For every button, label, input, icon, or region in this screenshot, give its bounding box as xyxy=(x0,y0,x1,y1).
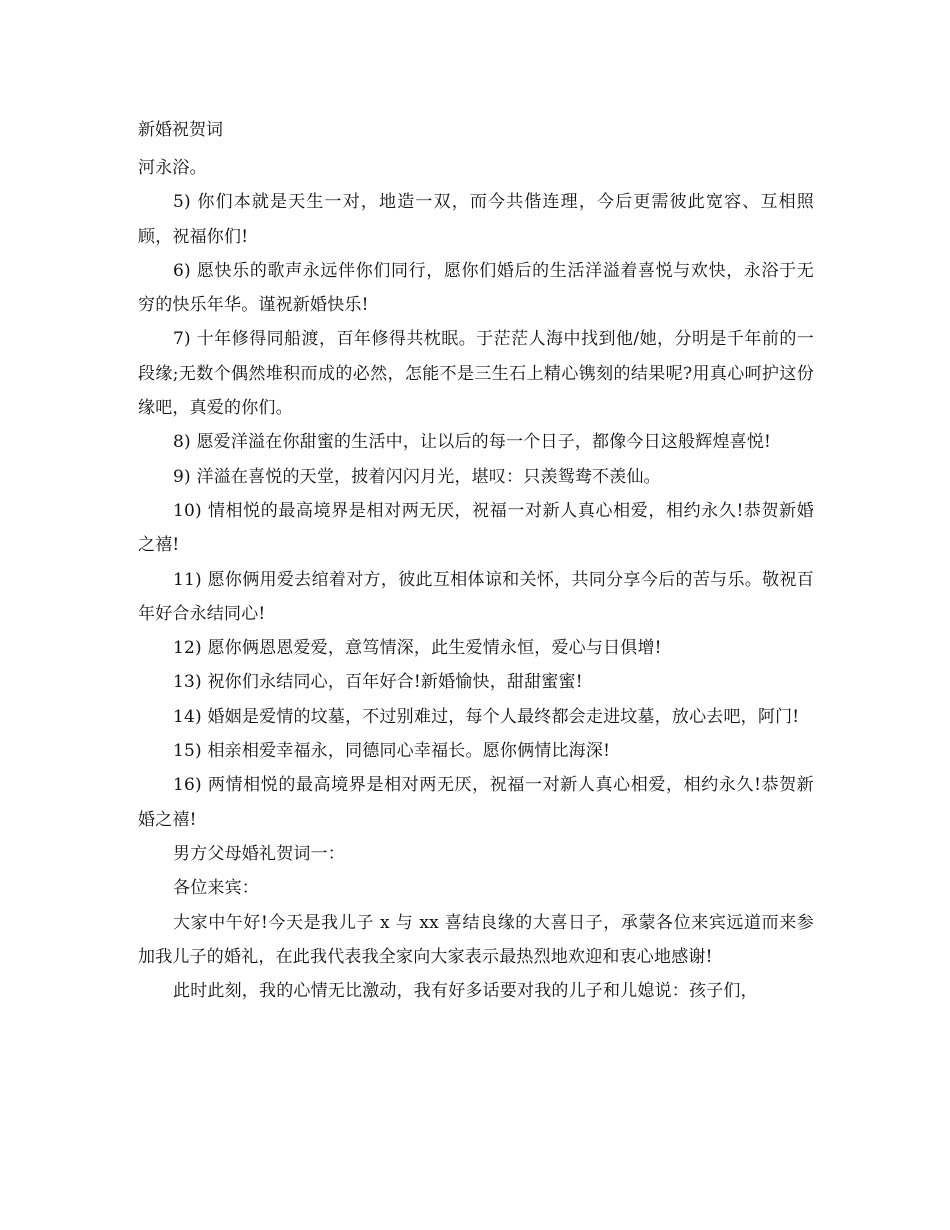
document-body xyxy=(138,151,814,1008)
paragraph: 男方父母婚礼贺词一： xyxy=(173,843,345,864)
paragraph: 各位来宾： xyxy=(173,878,259,899)
paragraph: 7) 十年修得同船渡，百年修得共枕眠。于茫茫人海中找到他/她，分明是千年前的一段缘;无数个偶然堆积而成的必然，怎能不是三生石上精心镌刻的结果呢?用真心呵护这份缘吧，真爱的你们。 xyxy=(138,329,814,419)
paragraph: 16) 两情相悦的最高境界是相对两无厌，祝福一对新人真心相爱，相约永久!恭贺新婚之禧! xyxy=(138,775,814,830)
page-header: 新婚祝贺词 xyxy=(138,120,223,140)
paragraph: 15) 相亲相爱幸福永，同德同心幸福长。愿你俩情比海深! xyxy=(173,741,611,762)
paragraph: 5) 你们本就是天生一对，地造一双，而今共偕连理，今后更需彼此宽容、互相照顾，祝福你们! xyxy=(138,192,814,247)
paragraph: 11) 愿你俩用爱去绾着对方，彼此互相体谅和关怀，共同分享今后的苦与乐。敬祝百年好合永结同心! xyxy=(138,569,814,624)
paragraph: 14) 婚姻是爱情的坟墓，不过别难过，每个人最终都会走进坟墓，放心去吧，阿门! xyxy=(173,706,800,727)
paragraph: 9) 洋溢在喜悦的天堂，披着闪闪月光，堪叹：只羡鸳鸯不羡仙。 xyxy=(173,466,661,487)
paragraph: 12) 愿你俩恩恩爱爱，意笃情深，此生爱情永恒，爱心与日俱增! xyxy=(173,638,662,659)
paragraph: 10) 情相悦的最高境界是相对两无厌，祝福一对新人真心相爱，相约永久!恭贺新婚之禧! xyxy=(138,500,814,556)
paragraph: 此时此刻，我的心情无比激动，我有好多话要对我的儿子和儿媳说：孩子们， xyxy=(173,981,758,1002)
paragraph: 6) 愿快乐的歌声永远伴你们同行，愿你们婚后的生活洋溢着喜悦与欢快，永浴于无穷的快乐年华。谨祝新婚快乐! xyxy=(138,260,814,316)
paragraph: 13) 祝你们永结同心，百年好合!新婚愉快，甜甜蜜蜜! xyxy=(173,672,583,693)
paragraph: 河永浴。 xyxy=(138,158,207,178)
paragraph: 大家中午好!今天是我儿子 x 与 xx 喜结良缘的大喜日子，承蒙各位来宾远道而来参加我儿子的婚礼，在此我代表我全家向大家表示最热烈地欢迎和衷心地感谢! xyxy=(138,912,814,967)
paragraph: 8) 愿爱洋溢在你甜蜜的生活中，让以后的每一个日子，都像今日这般辉煌喜悦! xyxy=(173,432,772,453)
